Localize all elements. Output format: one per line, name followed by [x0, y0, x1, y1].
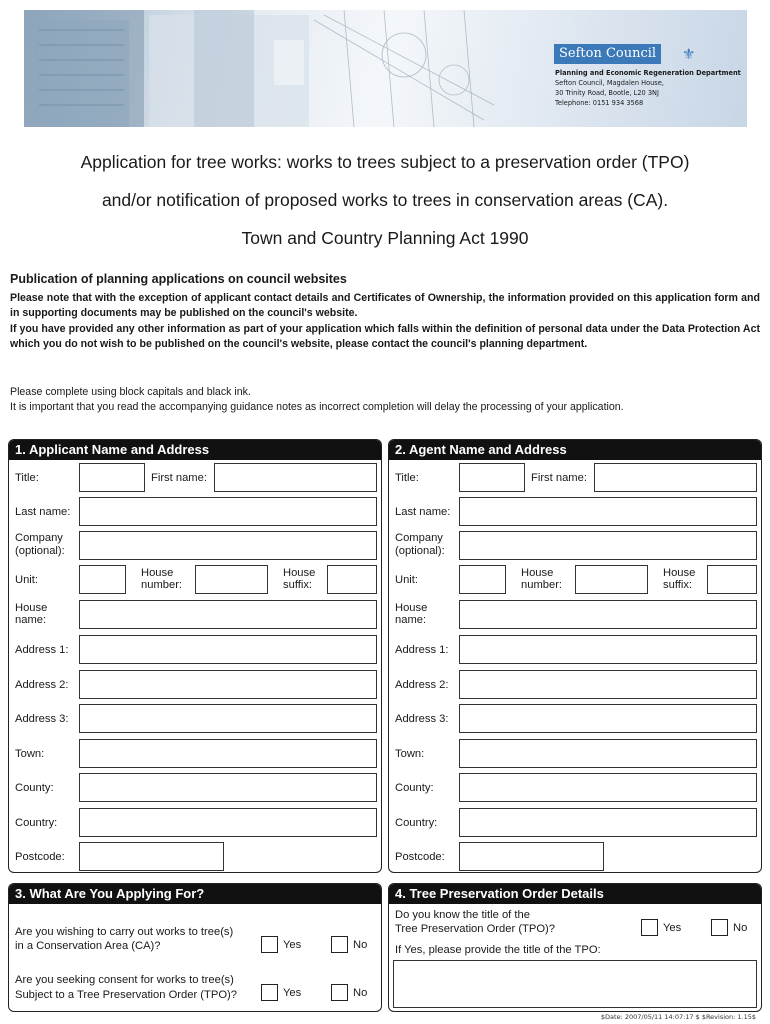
house-number-label-2: number: [521, 579, 563, 591]
first-name-label: First name: [531, 472, 587, 484]
unit-label: Unit: [395, 574, 419, 586]
applicant-section [8, 439, 382, 873]
ca-question-line-1: Are you wishing to carry out works to tree(s) [15, 926, 234, 938]
unit-label: Unit: [15, 574, 39, 586]
address-3-label: Address 3: [15, 713, 69, 725]
address-1-label: Address 1: [15, 644, 69, 656]
applicant-country-input[interactable] [79, 808, 377, 837]
agent-section-heading: 2. Agent Name and Address [389, 440, 761, 460]
applicant-address-1-input[interactable] [79, 635, 377, 664]
publication-para-2: If you have provided any other information as part of your application which falls within the definition of personal data under the Data Protection Act which you do not wish to be published on the council's website, please contact the council's planning department. [10, 323, 760, 350]
company-label-1: Company [15, 532, 63, 544]
applicant-house-name-input[interactable] [79, 600, 377, 629]
applying-section [8, 883, 382, 1012]
ca-yes-checkbox[interactable] [261, 936, 278, 953]
agent-house-number-input[interactable] [575, 565, 648, 594]
telephone: Telephone: 0151 934 3568 [555, 99, 644, 107]
tpo-section-heading: 4. Tree Preservation Order Details [389, 884, 761, 904]
house-suffix-label-1: House [283, 567, 316, 579]
agent-town-input[interactable] [459, 739, 757, 768]
agent-house-suffix-input[interactable] [707, 565, 757, 594]
tpo-consent-no-label: No [353, 987, 368, 999]
address-1-label: Address 1: [395, 644, 449, 656]
agent-address-3-input[interactable] [459, 704, 757, 733]
tpo-known-no-label: No [733, 922, 748, 934]
applicant-address-3-input[interactable] [79, 704, 377, 733]
applicant-county-input[interactable] [79, 773, 377, 802]
ca-no-checkbox[interactable] [331, 936, 348, 953]
applicant-house-number-input[interactable] [195, 565, 268, 594]
town-label: Town: [395, 748, 425, 760]
country-label: Country: [395, 817, 438, 829]
address-line-1: Sefton Council, Magdalen House, [555, 79, 664, 87]
applicant-postcode-input[interactable] [79, 842, 224, 871]
applicant-town-input[interactable] [79, 739, 377, 768]
county-label: County: [395, 782, 434, 794]
header-banner [24, 10, 747, 127]
tpo-consent-yes-checkbox[interactable] [261, 984, 278, 1001]
applicant-house-suffix-input[interactable] [327, 565, 377, 594]
applicant-unit-input[interactable] [79, 565, 126, 594]
last-name-label: Last name: [395, 506, 451, 518]
form-title-line-3: Town and Country Planning Act 1990 [241, 228, 529, 248]
agent-address-2-input[interactable] [459, 670, 757, 699]
ca-question-line-2: in a Conservation Area (CA)? [15, 940, 161, 952]
tpo-title-question-line-1: Do you know the title of the [395, 909, 530, 921]
house-name-label-2: name: [395, 614, 427, 626]
tpo-known-yes-label: Yes [663, 922, 682, 934]
applicant-first-name-input[interactable] [214, 463, 377, 492]
house-name-label-1: House [395, 602, 428, 614]
house-suffix-label-1: House [663, 567, 696, 579]
council-logo: Sefton Council [554, 44, 661, 64]
postcode-label: Postcode: [395, 851, 445, 863]
form-title-line-2: and/or notification of proposed works to trees in conservation areas (CA). [101, 190, 669, 210]
agent-company-input[interactable] [459, 531, 757, 560]
publication-heading: Publication of planning applications on council websites [10, 272, 347, 286]
tpo-title-input[interactable] [393, 960, 757, 1008]
tpo-known-no-checkbox[interactable] [711, 919, 728, 936]
town-label: Town: [15, 748, 45, 760]
agent-title-input[interactable] [459, 463, 525, 492]
department-name: Planning and Economic Regeneration Department [555, 69, 741, 77]
address-3-label: Address 3: [395, 713, 449, 725]
applicant-address-2-input[interactable] [79, 670, 377, 699]
tpo-consent-no-checkbox[interactable] [331, 984, 348, 1001]
council-address-block [555, 68, 741, 108]
country-label: Country: [15, 817, 58, 829]
agent-country-input[interactable] [459, 808, 757, 837]
instruction-line-2: It is important that you read the accompanying guidance notes as incorrect completion will delay the processing of your application. [10, 401, 624, 413]
applicant-section-heading: 1. Applicant Name and Address [9, 440, 381, 460]
applicant-title-input[interactable] [79, 463, 145, 492]
address-2-label: Address 2: [15, 679, 69, 691]
house-name-label-1: House [15, 602, 48, 614]
agent-county-input[interactable] [459, 773, 757, 802]
house-number-label-1: House [141, 567, 174, 579]
agent-address-1-input[interactable] [459, 635, 757, 664]
tpo-consent-question-line-1: Are you seeking consent for works to tree(s) [15, 974, 234, 986]
title-label: Title: [395, 472, 419, 484]
ca-no-label: No [353, 939, 368, 951]
company-label-2: (optional): [15, 545, 65, 557]
postcode-label: Postcode: [15, 851, 65, 863]
last-name-label: Last name: [15, 506, 71, 518]
house-name-label-2: name: [15, 614, 47, 626]
tpo-known-yes-checkbox[interactable] [641, 919, 658, 936]
tpo-title-prompt: If Yes, please provide the title of the TPO: [395, 944, 601, 956]
title-label: Title: [15, 472, 39, 484]
crest-icon: ⚜ [682, 45, 696, 63]
house-suffix-label-2: suffix: [283, 579, 313, 591]
applicant-last-name-input[interactable] [79, 497, 377, 526]
applicant-company-input[interactable] [79, 531, 377, 560]
instruction-line-1: Please complete using block capitals and black ink. [10, 386, 251, 398]
tpo-section [388, 883, 762, 1012]
applying-section-heading: 3. What Are You Applying For? [9, 884, 381, 904]
house-suffix-label-2: suffix: [663, 579, 693, 591]
agent-section [388, 439, 762, 873]
address-line-2: 30 Trinity Road, Bootle, L20 3NJ [555, 89, 659, 97]
house-number-label-2: number: [141, 579, 183, 591]
agent-house-name-input[interactable] [459, 600, 757, 629]
county-label: County: [15, 782, 54, 794]
agent-postcode-input[interactable] [459, 842, 604, 871]
house-number-label-1: House [521, 567, 554, 579]
company-label-2: (optional): [395, 545, 445, 557]
agent-last-name-input[interactable] [459, 497, 757, 526]
tpo-consent-question-line-2: Subject to a Tree Preservation Order (TPO)? [15, 989, 237, 1001]
tpo-title-question-line-2: Tree Preservation Order (TPO)? [395, 923, 555, 935]
address-2-label: Address 2: [395, 679, 449, 691]
publication-para-1: Please note that with the exception of applicant contact details and Certificates of Ownership, the information provided on this application form and in supporting documents may be published on the council's website. [10, 292, 760, 319]
company-label-1: Company [395, 532, 443, 544]
revision-footer: $Date: 2007/05/11 14:07:17 $ $Revision: 1.15$ [600, 1013, 756, 1021]
tpo-consent-yes-label: Yes [283, 987, 302, 999]
form-title-line-1: Application for tree works: works to trees subject to a preservation order (TPO) [80, 152, 690, 172]
first-name-label: First name: [151, 472, 207, 484]
agent-unit-input[interactable] [459, 565, 506, 594]
ca-yes-label: Yes [283, 939, 302, 951]
agent-first-name-input[interactable] [594, 463, 757, 492]
